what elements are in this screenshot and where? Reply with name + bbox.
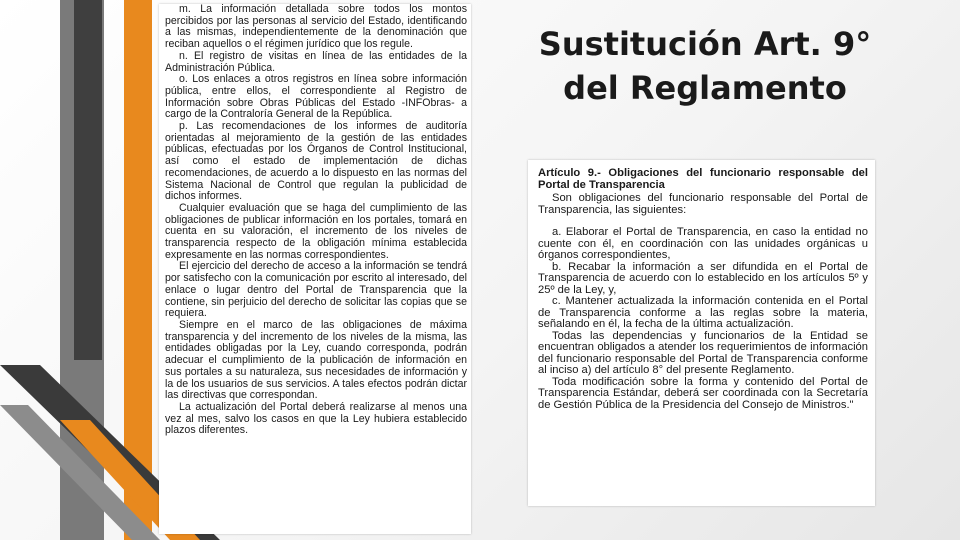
left-paragraph-o: o. Los enlaces a otros registros en línea sobre información pública, entre ellos, el correspondiente al Registro de Información sobre Obras Públicas del Estado -INFObras- a cargo de la Contraloría General de la República. [165, 73, 467, 121]
left-paragraph-update: La actualización del Portal deberá realizarse al menos una vez al mes, salvo los casos en que la Ley hubiera establecido plazos diferentes. [165, 400, 467, 437]
left-paragraph-n: n. El registro de visitas en línea de las entidades de la Administración Pública. [165, 49, 467, 74]
dark-bar-left [74, 0, 102, 360]
left-paragraph-max-transparency: Siempre en el marco de las obligaciones de máxima transparencia y del incremento de los niveles de la misma, las entidades obligadas por la Ley, cuando corresponda, podrán adecuar el cumplimiento de la publicación de información en sus portales a su naturaleza, sus necesidades de información y la de los usuarios de sus servicios. A tales efectos podrán dictar las directivas que correspondan. [165, 318, 467, 402]
article-item-a: a. Elaborar el Portal de Transparencia, en caso la entidad no cuente con él, en coordinación con las unidades orgánicas u órganos correspondientes, [538, 226, 868, 261]
slide-title-line-2: del Reglamento [563, 69, 847, 107]
right-document-page [528, 160, 875, 506]
article-item-b: b. Recabar la información a ser difundida en el Portal de Transparencia de acuerdo con lo establecido en los artículos 5º y 25º de la Ley, y, [538, 260, 868, 296]
left-document-page [159, 4, 471, 534]
article-heading: Artículo 9.- Obligaciones del funcionario responsable del Portal de Transparencia [538, 167, 868, 191]
article-closing-dependencies: Todas las dependencias y funcionarios de la Entidad se encuentran obligados a atender los requerimientos de información del funcionario responsable del Portal de Transparencia conforme al inciso a) del artículo 8° del presente Reglamento. [538, 329, 868, 376]
article-intro: Son obligaciones del funcionario responsable del Portal de Transparencia, las siguientes: [538, 192, 868, 216]
left-paragraph-access-right: El ejercicio del derecho de acceso a la información se tendrá por satisfecho con la comunicación por escrito al interesado, del enlace o lugar dentro del Portal de Transparencia que la contiene, sin perjuicio del derecho de solicitar las copias que se requiera. [165, 260, 467, 320]
article-item-c: c. Mantener actualizada la información contenida en el Portal de Transparencia conforme a las reglas sobre la materia, señalando en él, la fecha de la última actualización. [538, 295, 868, 330]
slide-title [520, 22, 890, 110]
article-closing-modification: Toda modificación sobre la forma y contenido del Portal de Transparencia Estándar, deberá ser coordinada con la Secretaría de Gestión Pública de la Presidencia del Consejo de Ministros." [538, 375, 868, 411]
left-paragraph-p: p. Las recomendaciones de los informes de auditoría orientadas al mejoramiento de la gestión de las entidades públicas, efectuadas por los Órganos de Control Institucional, así como el estado de implementación de dichas recomendaciones, de acuerdo a lo dispuesto en las normas del Sistema Nacional de Control que regulan la publicidad de dichos informes. [165, 120, 467, 203]
left-paragraph-evaluation: Cualquier evaluación que se haga del cumplimiento de las obligaciones de publicar información en los portales, tomará en cuenta en su valoración, el incremento de los niveles de transparencia respecto de la obligación mínima establecida expresamente en las normas correspondientes. [165, 201, 467, 261]
slide-title-line-1: Sustitución Art. 9° [538, 25, 872, 63]
left-paragraph-m: m. La información detallada sobre todos los montos percibidos por las personas al servicio del Estado, identificando a las mismas, independientemente de la denominación que reciban aquellos o el régimen jurídico que los regule. [165, 4, 467, 51]
